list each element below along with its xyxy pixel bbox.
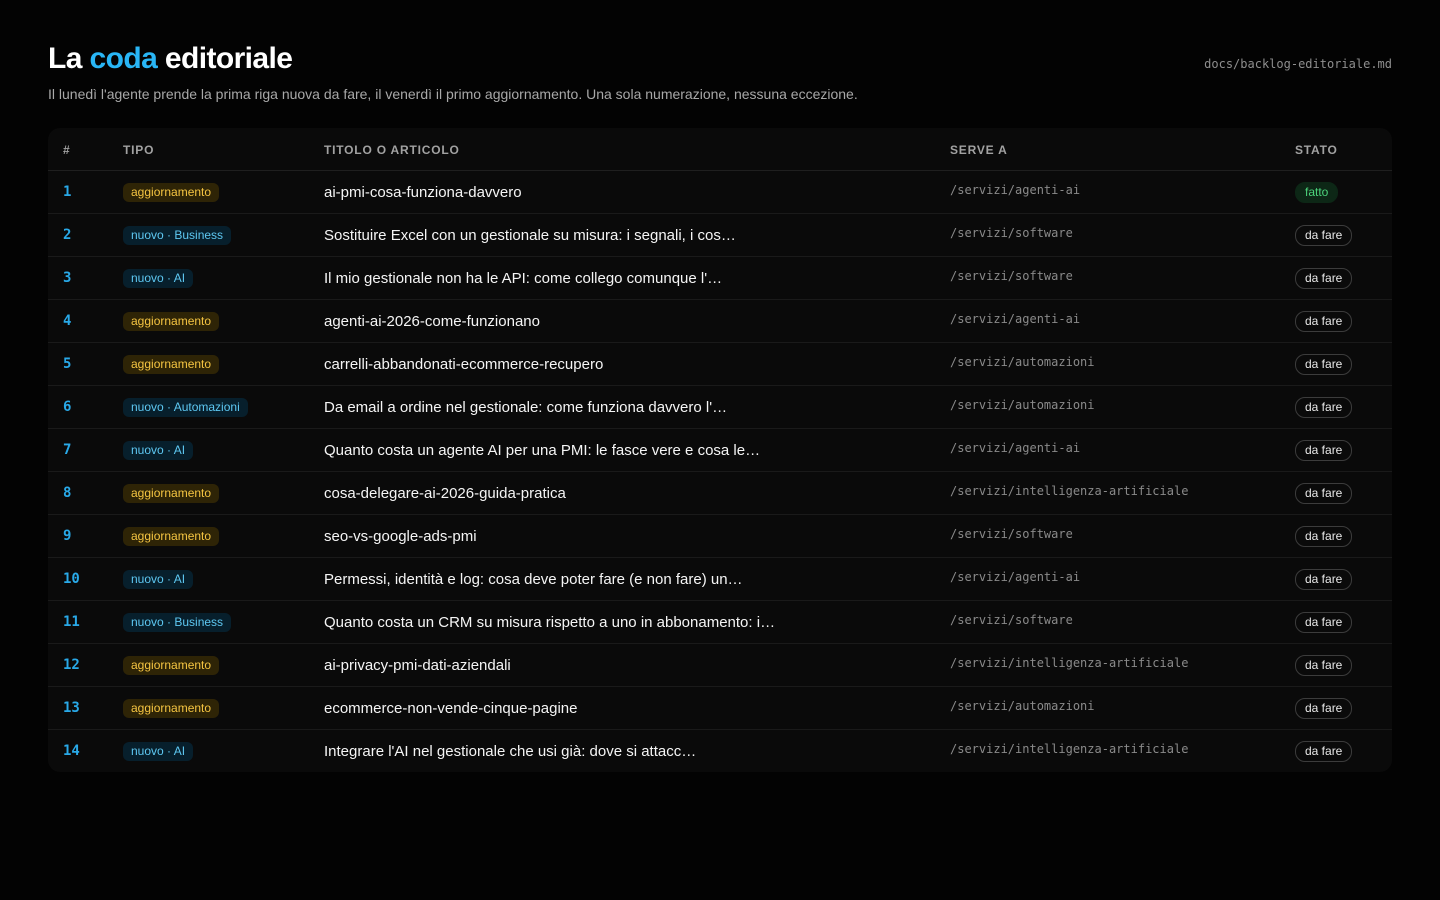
row-status-cell: [1295, 558, 1352, 600]
row-number-cell: [63, 171, 71, 213]
status-badge: da fare: [1295, 483, 1352, 504]
status-badge: da fare: [1295, 440, 1352, 461]
status-badge: da fare: [1295, 354, 1352, 375]
row-serves-path: /servizi/software: [950, 226, 1073, 240]
table-row[interactable]: [48, 429, 1392, 472]
type-badge: nuovo · Business: [123, 226, 231, 245]
title-accent: coda: [89, 42, 158, 75]
table-row[interactable]: [48, 171, 1392, 214]
row-title[interactable]: Permessi, identità e log: cosa deve poter fare (e non fare) un…: [324, 570, 743, 588]
status-badge: da fare: [1295, 311, 1352, 332]
row-status-cell: [1295, 429, 1352, 471]
type-badge: aggiornamento: [123, 656, 219, 675]
row-serves-path: /servizi/software: [950, 269, 1073, 283]
row-title[interactable]: cosa-delegare-ai-2026-guida-pratica: [324, 484, 566, 502]
column-header-type: TIPO: [123, 143, 155, 157]
status-badge: da fare: [1295, 655, 1352, 676]
row-title[interactable]: Il mio gestionale non ha le API: come collego comunque l'…: [324, 269, 723, 287]
row-serves-path: /servizi/intelligenza-artificiale: [950, 656, 1189, 670]
row-number: 5: [63, 356, 72, 372]
row-number-cell: [63, 257, 71, 299]
type-badge: nuovo · AI: [123, 269, 193, 288]
type-badge: aggiornamento: [123, 183, 219, 202]
row-number: 13: [63, 700, 80, 716]
row-type-cell: [123, 601, 231, 643]
table-row[interactable]: [48, 472, 1392, 515]
row-serves-path: /servizi/software: [950, 527, 1073, 541]
row-number: 6: [63, 399, 72, 415]
column-header-number: #: [63, 143, 71, 157]
status-badge: da fare: [1295, 526, 1352, 547]
status-badge: da fare: [1295, 225, 1352, 246]
row-status-cell: [1295, 644, 1352, 686]
row-title[interactable]: Da email a ordine nel gestionale: come funziona davvero l'…: [324, 398, 728, 416]
type-badge: nuovo · Business: [123, 613, 231, 632]
row-status-cell: [1295, 214, 1352, 256]
type-badge: aggiornamento: [123, 484, 219, 503]
row-number-cell: [63, 386, 71, 428]
type-badge: aggiornamento: [123, 527, 219, 546]
column-header-status: STATO: [1295, 143, 1338, 157]
title-suffix: editoriale: [157, 42, 293, 75]
row-number-cell: [63, 644, 80, 686]
row-type-cell: [123, 214, 231, 256]
table-row[interactable]: [48, 730, 1392, 772]
row-title[interactable]: ai-pmi-cosa-funziona-davvero: [324, 183, 522, 201]
row-serves-path: /servizi/agenti-ai: [950, 441, 1081, 455]
row-serves-path: /servizi/software: [950, 613, 1073, 627]
row-title[interactable]: Sostituire Excel con un gestionale su misura: i segnali, i cos…: [324, 226, 736, 244]
type-badge: aggiornamento: [123, 699, 219, 718]
row-type-cell: [123, 472, 219, 514]
status-badge: da fare: [1295, 698, 1352, 719]
row-number-cell: [63, 214, 71, 256]
row-type-cell: [123, 429, 193, 471]
row-serves-path: /servizi/automazioni: [950, 699, 1095, 713]
type-badge: aggiornamento: [123, 312, 219, 331]
table-header: [48, 128, 1392, 171]
row-number: 10: [63, 571, 80, 587]
table-body: [48, 171, 1392, 772]
row-title[interactable]: carrelli-abbandonati-ecommerce-recupero: [324, 355, 604, 373]
row-number: 11: [63, 614, 80, 630]
row-status-cell: [1295, 472, 1352, 514]
row-title[interactable]: agenti-ai-2026-come-funzionano: [324, 312, 540, 330]
table-row[interactable]: [48, 687, 1392, 730]
row-title[interactable]: Quanto costa un CRM su misura rispetto a uno in abbonamento: i…: [324, 613, 776, 631]
page-subtitle: Il lunedì l'agente prende la prima riga nuova da fare, il venerdì il primo aggiornamento. Una sola numerazione, nessuna eccezione.: [48, 86, 858, 102]
row-serves-path: /servizi/agenti-ai: [950, 312, 1081, 326]
table-row[interactable]: [48, 515, 1392, 558]
row-type-cell: [123, 687, 219, 729]
row-type-cell: [123, 515, 219, 557]
table-row[interactable]: [48, 214, 1392, 257]
table-row[interactable]: [48, 257, 1392, 300]
row-number-cell: [63, 429, 71, 471]
row-serves-path: /servizi/automazioni: [950, 398, 1095, 412]
status-badge: fatto: [1295, 182, 1338, 203]
table-row[interactable]: [48, 386, 1392, 429]
row-title[interactable]: Quanto costa un agente AI per una PMI: le fasce vere e cosa le…: [324, 441, 761, 459]
row-number-cell: [63, 472, 71, 514]
row-status-cell: [1295, 515, 1352, 557]
type-badge: nuovo · AI: [123, 742, 193, 761]
row-number-cell: [63, 558, 80, 600]
row-serves-path: /servizi/intelligenza-artificiale: [950, 484, 1189, 498]
status-badge: da fare: [1295, 397, 1352, 418]
row-status-cell: [1295, 257, 1352, 299]
row-number: 1: [63, 184, 72, 200]
row-title[interactable]: ecommerce-non-vende-cinque-pagine: [324, 699, 578, 717]
table-row[interactable]: [48, 644, 1392, 687]
row-serves-path: /servizi/agenti-ai: [950, 570, 1081, 584]
page-header: [48, 40, 1392, 110]
row-number-cell: [63, 601, 80, 643]
row-title[interactable]: Integrare l'AI nel gestionale che usi già: dove si attacc…: [324, 742, 697, 760]
row-type-cell: [123, 644, 219, 686]
column-header-title: TITOLO O ARTICOLO: [324, 143, 460, 157]
row-serves-path: /servizi/agenti-ai: [950, 183, 1081, 197]
type-badge: nuovo · AI: [123, 441, 193, 460]
row-number-cell: [63, 730, 80, 772]
row-number: 9: [63, 528, 72, 544]
row-status-cell: [1295, 601, 1352, 643]
status-badge: da fare: [1295, 268, 1352, 289]
row-number: 4: [63, 313, 72, 329]
type-badge: aggiornamento: [123, 355, 219, 374]
row-status-cell: [1295, 343, 1352, 385]
status-badge: da fare: [1295, 612, 1352, 633]
row-number: 12: [63, 657, 80, 673]
row-number-cell: [63, 343, 71, 385]
row-type-cell: [123, 171, 219, 213]
row-type-cell: [123, 300, 219, 342]
row-status-cell: [1295, 730, 1352, 772]
row-type-cell: [123, 343, 219, 385]
type-badge: nuovo · AI: [123, 570, 193, 589]
row-number: 2: [63, 227, 72, 243]
row-type-cell: [123, 730, 193, 772]
table-row[interactable]: [48, 343, 1392, 386]
row-status-cell: [1295, 386, 1352, 428]
title-prefix: La: [48, 42, 90, 75]
row-type-cell: [123, 257, 193, 299]
row-status-cell: [1295, 687, 1352, 729]
row-title[interactable]: seo-vs-google-ads-pmi: [324, 527, 477, 545]
status-badge: da fare: [1295, 569, 1352, 590]
table-row[interactable]: [48, 601, 1392, 644]
column-header-serves: SERVE A: [950, 143, 1008, 157]
row-number: 14: [63, 743, 80, 759]
row-title[interactable]: ai-privacy-pmi-dati-aziendali: [324, 656, 511, 674]
row-type-cell: [123, 386, 248, 428]
row-number: 8: [63, 485, 72, 501]
row-number: 3: [63, 270, 72, 286]
status-badge: da fare: [1295, 741, 1352, 762]
row-status-cell: [1295, 300, 1352, 342]
row-number: 7: [63, 442, 72, 458]
page-title: [48, 40, 292, 78]
backlog-table: [48, 128, 1392, 772]
row-number-cell: [63, 300, 71, 342]
row-number-cell: [63, 687, 80, 729]
type-badge: nuovo · Automazioni: [123, 398, 248, 417]
table-row[interactable]: [48, 558, 1392, 601]
row-type-cell: [123, 558, 193, 600]
row-number-cell: [63, 515, 71, 557]
file-path: docs/backlog-editoriale.md: [1204, 57, 1392, 71]
row-status-cell: [1295, 171, 1338, 213]
row-serves-path: /servizi/automazioni: [950, 355, 1095, 369]
table-row[interactable]: [48, 300, 1392, 343]
row-serves-path: /servizi/intelligenza-artificiale: [950, 742, 1189, 756]
